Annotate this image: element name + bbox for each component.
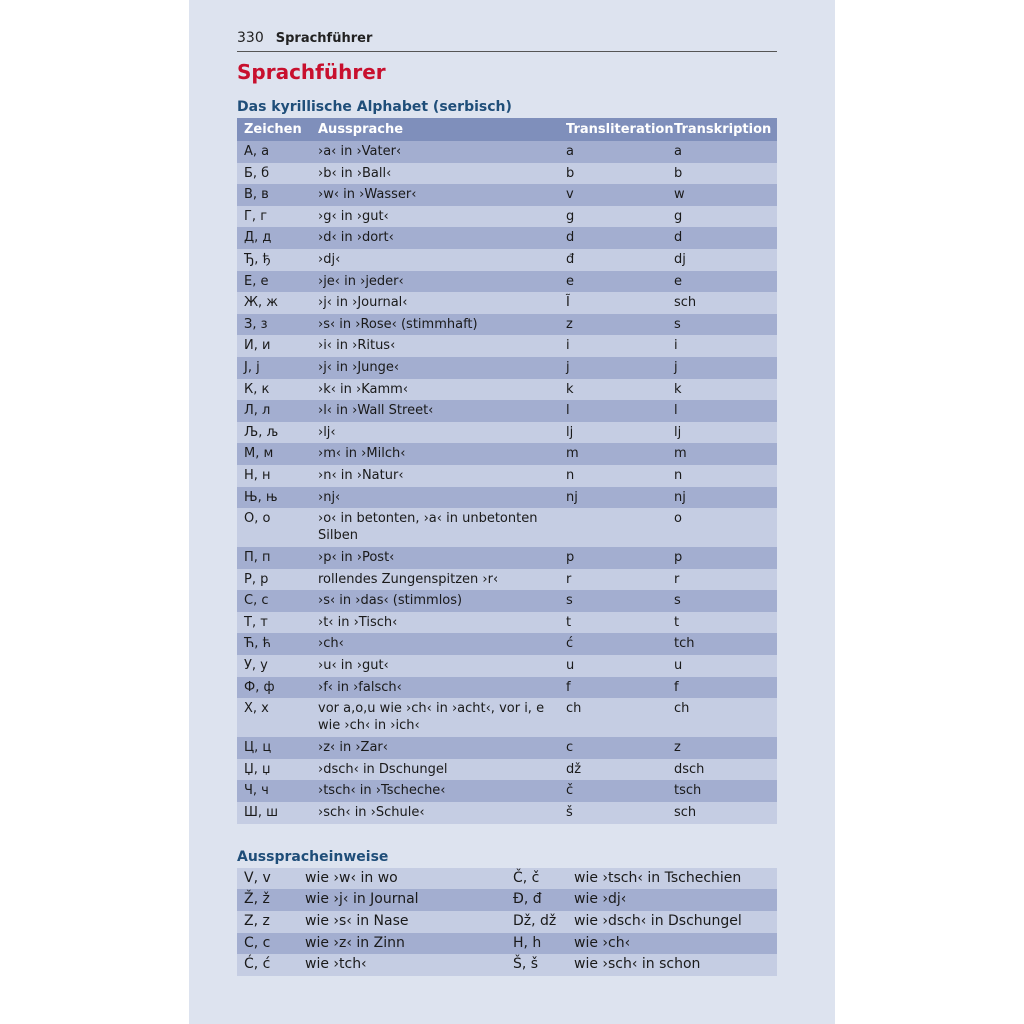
cell-aussprache: ›z‹ in ›Zar‹ (311, 737, 559, 759)
hint-description: wie ›j‹ in Journal (298, 889, 506, 911)
cell-aussprache: ›f‹ in ›falsch‹ (311, 677, 559, 699)
cell-transkription: z (667, 737, 777, 759)
cell-zeichen: Н, н (237, 465, 311, 487)
cell-zeichen: У, у (237, 655, 311, 677)
cell-transliteration: ch (559, 698, 667, 737)
cell-zeichen: Џ, џ (237, 759, 311, 781)
cell-transkription: p (667, 547, 777, 569)
running-head (237, 30, 777, 52)
cell-transliteration: dž (559, 759, 667, 781)
cell-transkription: b (667, 163, 777, 185)
cell-aussprache: ›j‹ in ›Journal‹ (311, 292, 559, 314)
cell-transliteration: j (559, 357, 667, 379)
cell-transliteration: g (559, 206, 667, 228)
cell-transkription: d (667, 227, 777, 249)
cell-transkription: sch (667, 292, 777, 314)
table-row (237, 547, 777, 569)
page-content (237, 30, 777, 976)
cell-aussprache: ›s‹ in ›das‹ (stimmlos) (311, 590, 559, 612)
cell-transkription: j (667, 357, 777, 379)
cell-transkription: m (667, 443, 777, 465)
table-row (237, 465, 777, 487)
cell-zeichen: Т, т (237, 612, 311, 634)
cell-aussprache: ›ch‹ (311, 633, 559, 655)
table-row (237, 487, 777, 509)
table-row (237, 249, 777, 271)
table-row (237, 206, 777, 228)
cell-transliteration: d (559, 227, 667, 249)
cell-transliteration: f (559, 677, 667, 699)
hints-section (237, 846, 777, 977)
cell-aussprache: ›je‹ in ›jeder‹ (311, 271, 559, 293)
alphabet-header-row (237, 118, 777, 141)
table-row (237, 677, 777, 699)
cell-transliteration: u (559, 655, 667, 677)
cell-aussprache: ›p‹ in ›Post‹ (311, 547, 559, 569)
running-title: Sprachführer (275, 31, 373, 46)
cell-transliteration: a (559, 141, 667, 163)
table-row (237, 569, 777, 591)
hint-description: wie ›dj‹ (567, 889, 777, 911)
cell-zeichen: Л, л (237, 400, 311, 422)
chapter-title: Sprachführer (237, 60, 386, 84)
cell-transkription: dsch (667, 759, 777, 781)
cell-zeichen: И, и (237, 335, 311, 357)
cell-zeichen: Р, р (237, 569, 311, 591)
hint-description: wie ›ch‹ (567, 933, 777, 955)
hint-description: wie ›tsch‹ in Tschechien (567, 868, 777, 890)
cell-zeichen: Ш, ш (237, 802, 311, 824)
hint-letter: Ž, ž (237, 889, 298, 911)
cell-zeichen: Х, х (237, 698, 311, 737)
cell-aussprache: ›b‹ in ›Ball‹ (311, 163, 559, 185)
cell-aussprache: ›t‹ in ›Tisch‹ (311, 612, 559, 634)
cell-zeichen: Њ, њ (237, 487, 311, 509)
cell-transliteration (559, 508, 667, 547)
cell-transliteration: ć (559, 633, 667, 655)
hints-table-body (237, 868, 777, 977)
table-row (237, 889, 777, 911)
table-row (237, 911, 777, 933)
cell-transliteration: b (559, 163, 667, 185)
cell-zeichen: П, п (237, 547, 311, 569)
table-row (237, 698, 777, 737)
table-row (237, 271, 777, 293)
cell-transliteration: t (559, 612, 667, 634)
cell-aussprache: ›w‹ in ›Wasser‹ (311, 184, 559, 206)
table-row (237, 400, 777, 422)
cell-transkription: i (667, 335, 777, 357)
table-row (237, 314, 777, 336)
cell-transliteration: c (559, 737, 667, 759)
cell-aussprache: ›j‹ in ›Junge‹ (311, 357, 559, 379)
hint-description: wie ›tch‹ (298, 954, 506, 976)
cell-aussprache: ›u‹ in ›gut‹ (311, 655, 559, 677)
book-page (189, 0, 835, 1024)
cell-aussprache: ›lj‹ (311, 422, 559, 444)
cell-zeichen: Ч, ч (237, 780, 311, 802)
hint-description: wie ›dsch‹ in Dschungel (567, 911, 777, 933)
table-row (237, 357, 777, 379)
table-row (237, 508, 777, 547)
table-row (237, 612, 777, 634)
table-row (237, 422, 777, 444)
cell-zeichen: С, с (237, 590, 311, 612)
column-header-transliteration: Transliteration (559, 118, 667, 141)
cell-aussprache: ›s‹ in ›Rose‹ (stimmhaft) (311, 314, 559, 336)
cell-zeichen: Ж, ж (237, 292, 311, 314)
column-header-zeichen: Zeichen (237, 118, 311, 141)
cell-aussprache: ›dsch‹ in Dschungel (311, 759, 559, 781)
table-row (237, 759, 777, 781)
hint-letter: Z, z (237, 911, 298, 933)
cell-transkription: tsch (667, 780, 777, 802)
table-row (237, 633, 777, 655)
hint-description: wie ›w‹ in wo (298, 868, 506, 890)
cell-zeichen: А, а (237, 141, 311, 163)
cell-zeichen: Ф, ф (237, 677, 311, 699)
hint-description: wie ›z‹ in Zinn (298, 933, 506, 955)
table-row (237, 292, 777, 314)
cell-transliteration: n (559, 465, 667, 487)
hint-letter: Đ, đ (506, 889, 567, 911)
hint-letter: Ć, ć (237, 954, 298, 976)
cell-transliteration: č (559, 780, 667, 802)
cell-zeichen: Ц, ц (237, 737, 311, 759)
table-row (237, 802, 777, 824)
cell-aussprache: ›dj‹ (311, 249, 559, 271)
cell-transliteration: đ (559, 249, 667, 271)
cell-zeichen: Ћ, ћ (237, 633, 311, 655)
cell-transkription: u (667, 655, 777, 677)
cell-transliteration: i (559, 335, 667, 357)
cell-transliteration: k (559, 379, 667, 401)
cell-transliteration: š (559, 802, 667, 824)
cell-zeichen: Г, г (237, 206, 311, 228)
cell-transkription: o (667, 508, 777, 547)
cell-aussprache: ›n‹ in ›Natur‹ (311, 465, 559, 487)
cell-transkription: r (667, 569, 777, 591)
column-header-transkription: Transkription (667, 118, 777, 141)
table-row (237, 163, 777, 185)
page-number: 330 (237, 30, 264, 46)
hints-section-title: Ausspracheinweise (237, 848, 389, 865)
cell-zeichen: К, к (237, 379, 311, 401)
cell-transkription: s (667, 314, 777, 336)
hint-description: wie ›sch‹ in schon (567, 954, 777, 976)
cell-zeichen: В, в (237, 184, 311, 206)
table-row (237, 227, 777, 249)
table-row (237, 335, 777, 357)
cell-zeichen: Ј, ј (237, 357, 311, 379)
cell-aussprache: ›tsch‹ in ›Tscheche‹ (311, 780, 559, 802)
cell-zeichen: Љ, љ (237, 422, 311, 444)
cell-aussprache: ›i‹ in ›Ritus‹ (311, 335, 559, 357)
table-row (237, 141, 777, 163)
cell-transliteration: e (559, 271, 667, 293)
cell-aussprache: ›m‹ in ›Milch‹ (311, 443, 559, 465)
cell-transkription: k (667, 379, 777, 401)
cell-transkription: s (667, 590, 777, 612)
cell-zeichen: О, о (237, 508, 311, 547)
cell-transliteration: p (559, 547, 667, 569)
cell-transkription: f (667, 677, 777, 699)
alphabet-table (237, 118, 777, 824)
cell-zeichen: М, м (237, 443, 311, 465)
cell-aussprache: ›g‹ in ›gut‹ (311, 206, 559, 228)
cell-transliteration: lj (559, 422, 667, 444)
table-row (237, 737, 777, 759)
column-header-aussprache: Aussprache (311, 118, 559, 141)
cell-transliteration: z (559, 314, 667, 336)
hint-letter: H, h (506, 933, 567, 955)
cell-transkription: lj (667, 422, 777, 444)
cell-transkription: ch (667, 698, 777, 737)
cell-transliteration: r (559, 569, 667, 591)
table-row (237, 933, 777, 955)
cell-transkription: dj (667, 249, 777, 271)
cell-transkription: l (667, 400, 777, 422)
hint-letter: Š, š (506, 954, 567, 976)
table-row (237, 443, 777, 465)
cell-aussprache: ›o‹ in betonten, ›a‹ in unbetonten Silben (311, 508, 559, 547)
hints-table (237, 868, 777, 977)
table-row (237, 954, 777, 976)
table-row (237, 655, 777, 677)
hint-letter: V, v (237, 868, 298, 890)
alphabet-table-body (237, 141, 777, 824)
cell-transkription: tch (667, 633, 777, 655)
hint-description: wie ›s‹ in Nase (298, 911, 506, 933)
cell-transliteration: v (559, 184, 667, 206)
cell-zeichen: Ђ, ђ (237, 249, 311, 271)
table-row (237, 590, 777, 612)
cell-aussprache: vor a,o,u wie ›ch‹ in ›acht‹, vor i, e wie ›ch‹ in ›ich‹ (311, 698, 559, 737)
hint-letter: Dž, dž (506, 911, 567, 933)
cell-transliteration: m (559, 443, 667, 465)
cell-transliteration: s (559, 590, 667, 612)
cell-aussprache: ›nj‹ (311, 487, 559, 509)
cell-zeichen: Б, б (237, 163, 311, 185)
cell-transkription: e (667, 271, 777, 293)
cell-transkription: t (667, 612, 777, 634)
cell-transkription: n (667, 465, 777, 487)
table-row (237, 868, 777, 890)
cell-aussprache: ›a‹ in ›Vater‹ (311, 141, 559, 163)
cell-zeichen: З, з (237, 314, 311, 336)
cell-aussprache: ›sch‹ in ›Schule‹ (311, 802, 559, 824)
cell-transkription: a (667, 141, 777, 163)
cell-transkription: w (667, 184, 777, 206)
cell-transkription: g (667, 206, 777, 228)
cell-aussprache: ›d‹ in ›dort‹ (311, 227, 559, 249)
cell-transkription: sch (667, 802, 777, 824)
cell-transliteration: nj (559, 487, 667, 509)
table-row (237, 184, 777, 206)
alphabet-section-title: Das kyrillische Alphabet (serbisch) (237, 99, 512, 115)
cell-transkription: nj (667, 487, 777, 509)
cell-transliteration: Ĩ (559, 292, 667, 314)
cell-transliteration: l (559, 400, 667, 422)
cell-aussprache: ›k‹ in ›Kamm‹ (311, 379, 559, 401)
hint-letter: Č, č (506, 868, 567, 890)
hint-letter: C, c (237, 933, 298, 955)
cell-zeichen: Д, д (237, 227, 311, 249)
cell-aussprache: ›l‹ in ›Wall Street‹ (311, 400, 559, 422)
cell-aussprache: rollendes Zungenspitzen ›r‹ (311, 569, 559, 591)
table-row (237, 780, 777, 802)
table-row (237, 379, 777, 401)
cell-zeichen: Е, е (237, 271, 311, 293)
